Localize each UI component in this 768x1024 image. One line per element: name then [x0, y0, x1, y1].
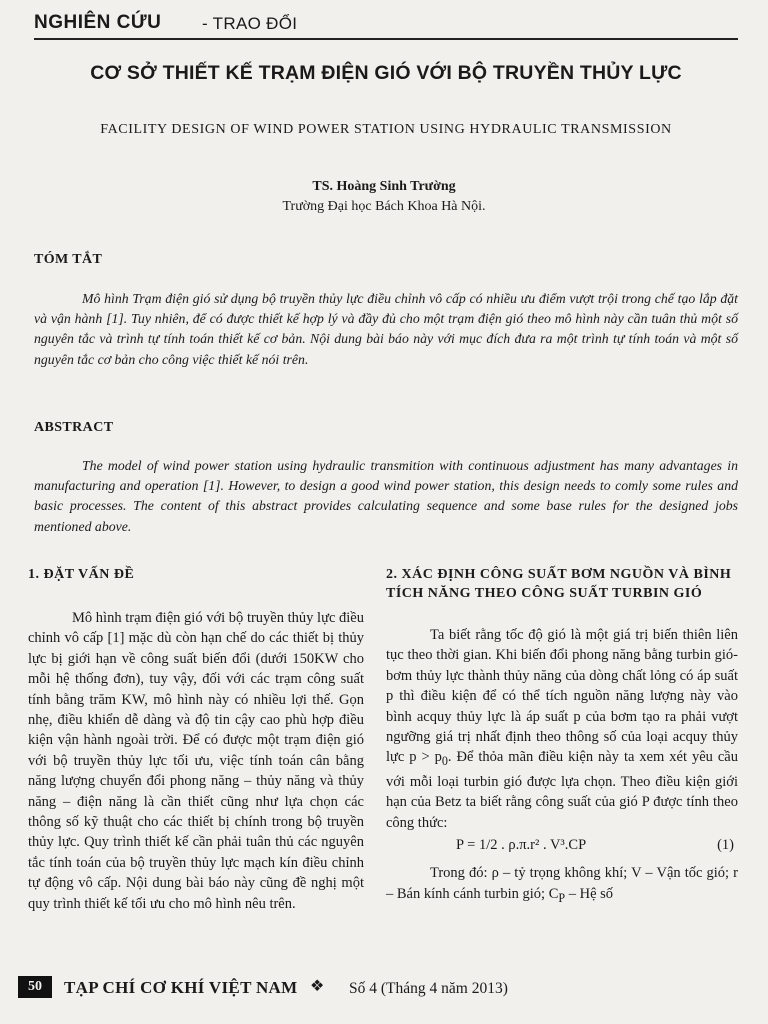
author-name: TS. Hoàng Sinh Trường [312, 179, 456, 194]
abstract-vi-heading: TÓM TẮT [34, 252, 103, 267]
left-column [28, 565, 364, 914]
issue-info: Số 4 (Tháng 4 năm 2013) [349, 980, 508, 997]
header-rule [34, 38, 738, 40]
section-label: NGHIÊN CỨU [34, 12, 162, 33]
article-title-english: FACILITY DESIGN OF WIND POWER STATION USING HYDRAULIC TRANSMISSION [100, 122, 672, 137]
article-title: CƠ SỞ THIẾT KẾ TRẠM ĐIỆN GIÓ VỚI BỘ TRUYỀN THỦY LỰC [90, 62, 682, 84]
page-footer [18, 974, 738, 1004]
section-2-text: Trong đó: ρ – tỷ trọng không khí; V – Vận tốc gió; r – Bán kính cánh turbin gió; C [386, 865, 738, 902]
section-1-body: Mô hình trạm điện gió với bộ truyền thủy lực điều chỉnh vô cấp [1] mặc dù còn hạn chế do các thiết bị thủy lực bị giới hạn về công suất biến đổi (dưới 150KW cho mỗi hệ thống đơn), tuy vậy, đối với các trạm công suất tính bằng trăm KW, mô hình này có nhiều lợi thế. Gọn nhẹ, điều khiển dễ dàng và độ tin cậy cao phù hợp điều kiện vận hành ngoài trời. Để có được một trạm điện gió với bộ truyền thủy lực tối ưu, việc tính toán cân bằng năng lượng chuyển đổi phong năng – thủy năng và thủy năng – điện năng là cần thiết cũng như lựa chọn các thông số kỹ thuật cho các thiết bị chính trong bộ truyền thủy lực. Quy trình thiết kế cần phải tuân thủ các nguyên tắc tính toán của bộ truyền thủy lực mạch kín điều chỉnh tự động vô cấp. Nội dung bài báo này cũng đề nghị một quy trình thiết kế tối ưu cho mô hình nêu trên. [28, 610, 364, 912]
subscript: P [558, 890, 566, 905]
page-header [34, 8, 738, 40]
abstract-vi-body: Mô hình Trạm điện gió sử dụng bộ truyền thủy lực điều chỉnh vô cấp có nhiều ưu điểm vượt trội trong chế tạo lắp đặt và vận hành [1]. Tuy nhiên, để có được thiết kế hợp lý và đầy đủ cho một trạm điện gió theo mô hình này cần tuân thủ một số nguyên tắc và trình tự tính toán thiết kế cơ bản. Nội dung bài báo này với mục đích đưa ra một trình tự tính toán và một số nguyên tắc cơ bản cho công việc thiết kế nói trên. [34, 291, 738, 367]
author-affiliation: Trường Đại học Bách Khoa Hà Nội. [282, 199, 486, 214]
subscript: 0 [441, 754, 448, 769]
section-2-text: Ta biết rằng tốc độ gió là một giá trị biến thiên liên tục theo thời gian. Khi biến đổi phong năng bằng turbin gió- bơm thủy lực thành thủy năng của dòng chất lỏng có áp suất p thì điều kiện để có thể tích nguồn năng lượng này vào bình acquy thủy lực là áp suất p của bơm tạo ra phải vượt ngưỡng giá trị nhất định theo thông số của loại acquy thủy lực p > p [386, 627, 738, 766]
abstract-vi-text [34, 289, 738, 370]
right-column [386, 565, 738, 908]
magazine-name: TẠP CHÍ CƠ KHÍ VIỆT NAM [64, 978, 298, 997]
subsection-label: - TRAO ĐỔI [202, 14, 298, 33]
section-2-text: – Hệ số [565, 885, 614, 902]
ornament-icon: ❖ [310, 978, 325, 995]
abstract-en-body: The model of wind power station using hydraulic transmition with continuous adjustment has many advantages in manufacturing and operation [1]. However, to design a good wind power station, this design needs to comly some rules and basic processes. The content of this abstract provides calculating sequence and some base rules for the designed jobs mentioned above. [34, 458, 738, 534]
page-number: 50 [18, 976, 52, 998]
section-2-text: . Để thỏa mãn điều kiện này ta xem xét yêu cầu với mỗi loại turbin gió được lựa chọn. Theo điều kiện giới hạn của Betz ta biết rằng công suất của gió P được tính theo công thức: [386, 749, 738, 831]
section-2-paragraph-2 [386, 863, 738, 908]
section-1-heading: 1. ĐẶT VẤN ĐỀ [28, 567, 135, 582]
abstract-en-heading: ABSTRACT [34, 420, 114, 435]
abstract-en-text [34, 456, 738, 537]
equation-number: (1) [717, 836, 734, 853]
section-2-heading: 2. XÁC ĐỊNH CÔNG SUẤT BƠM NGUỒN VÀ BÌNH TÍCH NĂNG THEO CÔNG SUẤT TURBIN GIÓ [386, 567, 732, 601]
equation-expression: P = 1/2 . ρ.π.r² . V³.CP [456, 836, 587, 853]
equation-1 [386, 835, 738, 855]
section-2-paragraph-1 [386, 625, 738, 833]
